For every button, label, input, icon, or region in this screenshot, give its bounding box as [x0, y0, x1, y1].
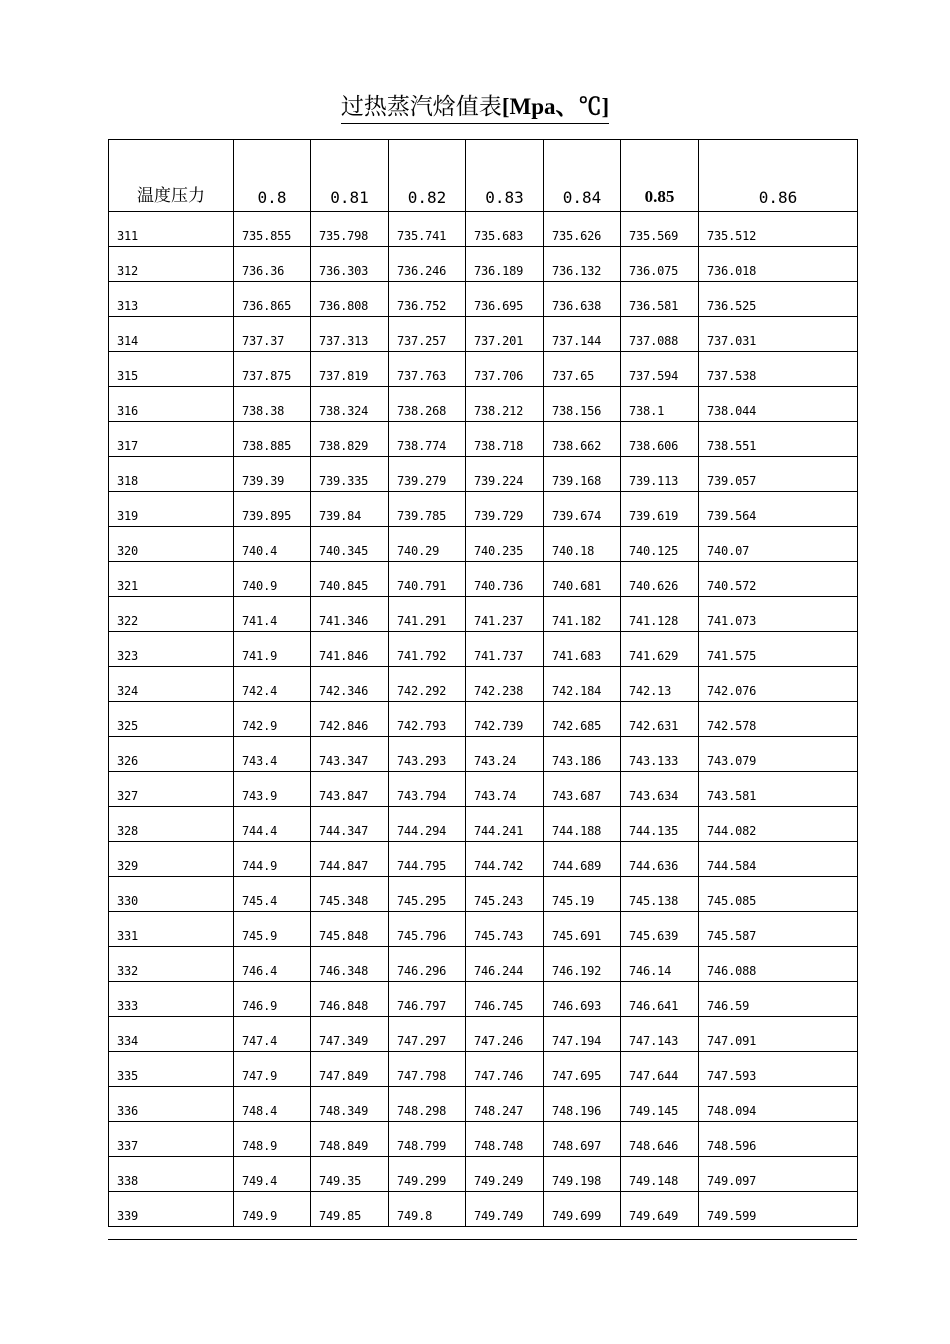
- temperature-cell: 324: [109, 667, 234, 702]
- enthalpy-cell: 741.237: [466, 597, 544, 632]
- enthalpy-cell: 746.848: [311, 982, 389, 1017]
- temperature-cell: 334: [109, 1017, 234, 1052]
- table-row: [109, 1017, 858, 1052]
- enthalpy-cell: 748.697: [544, 1122, 621, 1157]
- enthalpy-table: [108, 139, 858, 1227]
- enthalpy-cell: 736.695: [466, 282, 544, 317]
- enthalpy-cell: 746.296: [389, 947, 466, 982]
- enthalpy-cell: 739.39: [234, 457, 311, 492]
- enthalpy-cell: 745.848: [311, 912, 389, 947]
- enthalpy-cell: 748.849: [311, 1122, 389, 1157]
- enthalpy-cell: 748.247: [466, 1087, 544, 1122]
- enthalpy-cell: 739.895: [234, 492, 311, 527]
- enthalpy-cell: 749.299: [389, 1157, 466, 1192]
- enthalpy-cell: 745.743: [466, 912, 544, 947]
- enthalpy-cell: 748.094: [699, 1087, 858, 1122]
- enthalpy-cell: 739.335: [311, 457, 389, 492]
- enthalpy-cell: 747.695: [544, 1052, 621, 1087]
- enthalpy-cell: 744.347: [311, 807, 389, 842]
- enthalpy-cell: 737.088: [621, 317, 699, 352]
- table-row: [109, 212, 858, 247]
- enthalpy-cell: 741.737: [466, 632, 544, 667]
- enthalpy-cell: 749.249: [466, 1157, 544, 1192]
- enthalpy-cell: 736.525: [699, 282, 858, 317]
- enthalpy-cell: 748.748: [466, 1122, 544, 1157]
- enthalpy-cell: 745.9: [234, 912, 311, 947]
- enthalpy-cell: 735.798: [311, 212, 389, 247]
- pressure-header: 0.85: [621, 140, 699, 212]
- enthalpy-cell: 743.293: [389, 737, 466, 772]
- enthalpy-cell: 736.865: [234, 282, 311, 317]
- enthalpy-cell: 744.294: [389, 807, 466, 842]
- enthalpy-cell: 737.257: [389, 317, 466, 352]
- enthalpy-cell: 744.584: [699, 842, 858, 877]
- enthalpy-cell: 743.581: [699, 772, 858, 807]
- enthalpy-cell: 741.683: [544, 632, 621, 667]
- enthalpy-cell: 742.076: [699, 667, 858, 702]
- enthalpy-cell: 741.629: [621, 632, 699, 667]
- enthalpy-cell: 741.128: [621, 597, 699, 632]
- enthalpy-cell: 746.59: [699, 982, 858, 1017]
- enthalpy-cell: 743.186: [544, 737, 621, 772]
- page-title: [0, 92, 950, 124]
- enthalpy-cell: 735.741: [389, 212, 466, 247]
- temperature-cell: 332: [109, 947, 234, 982]
- enthalpy-cell: 740.626: [621, 562, 699, 597]
- enthalpy-cell: 737.65: [544, 352, 621, 387]
- temperature-cell: 312: [109, 247, 234, 282]
- enthalpy-cell: 742.9: [234, 702, 311, 737]
- enthalpy-cell: 738.774: [389, 422, 466, 457]
- enthalpy-cell: 740.07: [699, 527, 858, 562]
- enthalpy-cell: 741.792: [389, 632, 466, 667]
- table-row: [109, 422, 858, 457]
- enthalpy-cell: 743.687: [544, 772, 621, 807]
- enthalpy-cell: 749.85: [311, 1192, 389, 1227]
- temperature-cell: 330: [109, 877, 234, 912]
- table-row: [109, 982, 858, 1017]
- table-row: [109, 702, 858, 737]
- enthalpy-cell: 741.846: [311, 632, 389, 667]
- temperature-cell: 313: [109, 282, 234, 317]
- temperature-cell: 316: [109, 387, 234, 422]
- enthalpy-cell: 743.74: [466, 772, 544, 807]
- footer-divider: [108, 1239, 857, 1240]
- enthalpy-cell: 747.246: [466, 1017, 544, 1052]
- table-row: [109, 947, 858, 982]
- enthalpy-cell: 748.4: [234, 1087, 311, 1122]
- enthalpy-cell: 748.9: [234, 1122, 311, 1157]
- table-row: [109, 1087, 858, 1122]
- enthalpy-cell: 744.9: [234, 842, 311, 877]
- temperature-cell: 322: [109, 597, 234, 632]
- enthalpy-cell: 740.681: [544, 562, 621, 597]
- enthalpy-cell: 744.241: [466, 807, 544, 842]
- enthalpy-cell: 739.729: [466, 492, 544, 527]
- temperature-cell: 329: [109, 842, 234, 877]
- enthalpy-cell: 745.796: [389, 912, 466, 947]
- table-row: [109, 912, 858, 947]
- enthalpy-cell: 749.148: [621, 1157, 699, 1192]
- enthalpy-cell: 737.594: [621, 352, 699, 387]
- enthalpy-cell: 736.303: [311, 247, 389, 282]
- enthalpy-cell: 735.855: [234, 212, 311, 247]
- table-row: [109, 352, 858, 387]
- enthalpy-cell: 743.24: [466, 737, 544, 772]
- temperature-cell: 335: [109, 1052, 234, 1087]
- enthalpy-cell: 736.132: [544, 247, 621, 282]
- temperature-cell: 318: [109, 457, 234, 492]
- enthalpy-cell: 738.885: [234, 422, 311, 457]
- pressure-header: 0.82: [389, 140, 466, 212]
- table-body: [109, 212, 858, 1227]
- enthalpy-cell: 746.641: [621, 982, 699, 1017]
- enthalpy-cell: 739.168: [544, 457, 621, 492]
- enthalpy-cell: 747.349: [311, 1017, 389, 1052]
- table-row: [109, 492, 858, 527]
- enthalpy-cell: 745.691: [544, 912, 621, 947]
- enthalpy-cell: 746.14: [621, 947, 699, 982]
- enthalpy-cell: 737.031: [699, 317, 858, 352]
- table-row: [109, 597, 858, 632]
- enthalpy-cell: 749.8: [389, 1192, 466, 1227]
- enthalpy-cell: 746.745: [466, 982, 544, 1017]
- enthalpy-cell: 749.749: [466, 1192, 544, 1227]
- enthalpy-cell: 740.4: [234, 527, 311, 562]
- table-row: [109, 877, 858, 912]
- enthalpy-cell: 745.085: [699, 877, 858, 912]
- enthalpy-cell: 739.674: [544, 492, 621, 527]
- enthalpy-cell: 744.689: [544, 842, 621, 877]
- enthalpy-cell: 749.9: [234, 1192, 311, 1227]
- enthalpy-cell: 737.763: [389, 352, 466, 387]
- enthalpy-cell: 737.819: [311, 352, 389, 387]
- enthalpy-cell: 738.156: [544, 387, 621, 422]
- enthalpy-cell: 735.512: [699, 212, 858, 247]
- temperature-cell: 337: [109, 1122, 234, 1157]
- table-row: [109, 667, 858, 702]
- enthalpy-cell: 736.189: [466, 247, 544, 282]
- pressure-header: 0.83: [466, 140, 544, 212]
- enthalpy-cell: 746.693: [544, 982, 621, 1017]
- enthalpy-cell: 741.346: [311, 597, 389, 632]
- title-units: [Mpa、℃]: [501, 94, 610, 119]
- enthalpy-cell: 742.793: [389, 702, 466, 737]
- title-main: 过热蒸汽焓值表: [340, 94, 502, 120]
- enthalpy-cell: 737.538: [699, 352, 858, 387]
- enthalpy-cell: 739.057: [699, 457, 858, 492]
- enthalpy-cell: 743.4: [234, 737, 311, 772]
- enthalpy-cell: 743.079: [699, 737, 858, 772]
- pressure-header: 0.81: [311, 140, 389, 212]
- enthalpy-cell: 742.846: [311, 702, 389, 737]
- enthalpy-cell: 736.018: [699, 247, 858, 282]
- enthalpy-cell: 747.9: [234, 1052, 311, 1087]
- enthalpy-cell: 745.4: [234, 877, 311, 912]
- temperature-cell: 319: [109, 492, 234, 527]
- table-row: [109, 387, 858, 422]
- enthalpy-cell: 748.596: [699, 1122, 858, 1157]
- enthalpy-cell: 746.348: [311, 947, 389, 982]
- enthalpy-cell: 742.4: [234, 667, 311, 702]
- enthalpy-cell: 735.569: [621, 212, 699, 247]
- temperature-cell: 320: [109, 527, 234, 562]
- table-row: [109, 527, 858, 562]
- enthalpy-cell: 744.742: [466, 842, 544, 877]
- enthalpy-cell: 738.718: [466, 422, 544, 457]
- enthalpy-cell: 749.599: [699, 1192, 858, 1227]
- enthalpy-cell: 736.638: [544, 282, 621, 317]
- enthalpy-cell: 736.808: [311, 282, 389, 317]
- enthalpy-cell: 745.587: [699, 912, 858, 947]
- enthalpy-cell: 742.13: [621, 667, 699, 702]
- enthalpy-cell: 738.829: [311, 422, 389, 457]
- enthalpy-cell: 741.9: [234, 632, 311, 667]
- pressure-header: 0.86: [699, 140, 858, 212]
- table-row: [109, 737, 858, 772]
- temperature-cell: 331: [109, 912, 234, 947]
- temperature-cell: 328: [109, 807, 234, 842]
- enthalpy-cell: 746.088: [699, 947, 858, 982]
- enthalpy-cell: 747.194: [544, 1017, 621, 1052]
- enthalpy-cell: 735.683: [466, 212, 544, 247]
- enthalpy-cell: 748.298: [389, 1087, 466, 1122]
- enthalpy-cell: 737.875: [234, 352, 311, 387]
- table-row: [109, 1157, 858, 1192]
- enthalpy-cell: 735.626: [544, 212, 621, 247]
- enthalpy-cell: 740.9: [234, 562, 311, 597]
- enthalpy-cell: 737.144: [544, 317, 621, 352]
- enthalpy-cell: 748.196: [544, 1087, 621, 1122]
- table-row: [109, 1052, 858, 1087]
- table-row: [109, 317, 858, 352]
- enthalpy-cell: 738.38: [234, 387, 311, 422]
- table-row: [109, 247, 858, 282]
- enthalpy-cell: 747.593: [699, 1052, 858, 1087]
- enthalpy-cell: 736.246: [389, 247, 466, 282]
- enthalpy-cell: 747.4: [234, 1017, 311, 1052]
- enthalpy-cell: 748.646: [621, 1122, 699, 1157]
- enthalpy-cell: 749.198: [544, 1157, 621, 1192]
- enthalpy-cell: 746.4: [234, 947, 311, 982]
- enthalpy-cell: 745.243: [466, 877, 544, 912]
- temperature-cell: 317: [109, 422, 234, 457]
- enthalpy-cell: 740.736: [466, 562, 544, 597]
- enthalpy-cell: 743.9: [234, 772, 311, 807]
- temperature-cell: 338: [109, 1157, 234, 1192]
- enthalpy-cell: 738.212: [466, 387, 544, 422]
- enthalpy-cell: 744.636: [621, 842, 699, 877]
- enthalpy-cell: 739.564: [699, 492, 858, 527]
- enthalpy-cell: 736.752: [389, 282, 466, 317]
- enthalpy-cell: 747.644: [621, 1052, 699, 1087]
- table-row: [109, 807, 858, 842]
- enthalpy-cell: 738.606: [621, 422, 699, 457]
- enthalpy-cell: 742.184: [544, 667, 621, 702]
- enthalpy-cell: 741.4: [234, 597, 311, 632]
- enthalpy-cell: 742.292: [389, 667, 466, 702]
- enthalpy-cell: 749.649: [621, 1192, 699, 1227]
- enthalpy-cell: 741.073: [699, 597, 858, 632]
- enthalpy-cell: 742.685: [544, 702, 621, 737]
- temperature-cell: 327: [109, 772, 234, 807]
- enthalpy-cell: 748.349: [311, 1087, 389, 1122]
- enthalpy-cell: 738.551: [699, 422, 858, 457]
- enthalpy-cell: 744.082: [699, 807, 858, 842]
- enthalpy-cell: 744.847: [311, 842, 389, 877]
- enthalpy-cell: 743.347: [311, 737, 389, 772]
- corner-label: 温度压力: [109, 140, 234, 212]
- enthalpy-cell: 736.581: [621, 282, 699, 317]
- enthalpy-cell: 742.631: [621, 702, 699, 737]
- enthalpy-cell: 738.1: [621, 387, 699, 422]
- enthalpy-cell: 747.297: [389, 1017, 466, 1052]
- enthalpy-cell: 738.662: [544, 422, 621, 457]
- enthalpy-cell: 738.044: [699, 387, 858, 422]
- enthalpy-cell: 737.201: [466, 317, 544, 352]
- enthalpy-cell: 741.182: [544, 597, 621, 632]
- temperature-cell: 336: [109, 1087, 234, 1122]
- temperature-cell: 315: [109, 352, 234, 387]
- enthalpy-cell: 749.35: [311, 1157, 389, 1192]
- enthalpy-cell: 745.19: [544, 877, 621, 912]
- temperature-cell: 333: [109, 982, 234, 1017]
- enthalpy-cell: 736.075: [621, 247, 699, 282]
- header-row: [109, 140, 858, 212]
- enthalpy-cell: 741.575: [699, 632, 858, 667]
- enthalpy-cell: 740.235: [466, 527, 544, 562]
- table-row: [109, 842, 858, 877]
- enthalpy-cell: 747.091: [699, 1017, 858, 1052]
- temperature-cell: 326: [109, 737, 234, 772]
- enthalpy-cell: 743.794: [389, 772, 466, 807]
- enthalpy-cell: 747.143: [621, 1017, 699, 1052]
- pressure-header: 0.8: [234, 140, 311, 212]
- enthalpy-cell: 745.348: [311, 877, 389, 912]
- enthalpy-cell: 739.785: [389, 492, 466, 527]
- enthalpy-cell: 740.791: [389, 562, 466, 597]
- enthalpy-cell: 742.739: [466, 702, 544, 737]
- table-row: [109, 457, 858, 492]
- enthalpy-cell: 746.192: [544, 947, 621, 982]
- enthalpy-cell: 740.125: [621, 527, 699, 562]
- enthalpy-cell: 746.797: [389, 982, 466, 1017]
- table-row: [109, 632, 858, 667]
- enthalpy-cell: 743.634: [621, 772, 699, 807]
- enthalpy-cell: 749.4: [234, 1157, 311, 1192]
- enthalpy-cell: 742.346: [311, 667, 389, 702]
- enthalpy-cell: 741.291: [389, 597, 466, 632]
- enthalpy-cell: 739.84: [311, 492, 389, 527]
- temperature-cell: 314: [109, 317, 234, 352]
- enthalpy-cell: 738.324: [311, 387, 389, 422]
- enthalpy-cell: 749.097: [699, 1157, 858, 1192]
- enthalpy-cell: 739.113: [621, 457, 699, 492]
- table-row: [109, 1122, 858, 1157]
- enthalpy-cell: 749.699: [544, 1192, 621, 1227]
- enthalpy-cell: 740.572: [699, 562, 858, 597]
- enthalpy-cell: 739.224: [466, 457, 544, 492]
- table-row: [109, 772, 858, 807]
- enthalpy-cell: 745.138: [621, 877, 699, 912]
- enthalpy-cell: 736.36: [234, 247, 311, 282]
- table-row: [109, 282, 858, 317]
- temperature-cell: 321: [109, 562, 234, 597]
- enthalpy-cell: 738.268: [389, 387, 466, 422]
- enthalpy-cell: 742.578: [699, 702, 858, 737]
- enthalpy-cell: 747.746: [466, 1052, 544, 1087]
- enthalpy-cell: 747.798: [389, 1052, 466, 1087]
- enthalpy-cell: 743.133: [621, 737, 699, 772]
- enthalpy-cell: 745.295: [389, 877, 466, 912]
- enthalpy-cell: 740.845: [311, 562, 389, 597]
- enthalpy-cell: 744.4: [234, 807, 311, 842]
- enthalpy-cell: 748.799: [389, 1122, 466, 1157]
- enthalpy-cell: 739.279: [389, 457, 466, 492]
- enthalpy-cell: 740.29: [389, 527, 466, 562]
- enthalpy-cell: 739.619: [621, 492, 699, 527]
- enthalpy-cell: 744.795: [389, 842, 466, 877]
- temperature-cell: 311: [109, 212, 234, 247]
- enthalpy-cell: 740.18: [544, 527, 621, 562]
- temperature-cell: 323: [109, 632, 234, 667]
- table-row: [109, 1192, 858, 1227]
- temperature-cell: 339: [109, 1192, 234, 1227]
- enthalpy-cell: 744.135: [621, 807, 699, 842]
- enthalpy-cell: 747.849: [311, 1052, 389, 1087]
- pressure-header: 0.84: [544, 140, 621, 212]
- enthalpy-cell: 746.244: [466, 947, 544, 982]
- enthalpy-cell: 749.145: [621, 1087, 699, 1122]
- enthalpy-cell: 742.238: [466, 667, 544, 702]
- table-row: [109, 562, 858, 597]
- enthalpy-cell: 737.706: [466, 352, 544, 387]
- temperature-cell: 325: [109, 702, 234, 737]
- enthalpy-cell: 746.9: [234, 982, 311, 1017]
- enthalpy-cell: 737.313: [311, 317, 389, 352]
- enthalpy-cell: 745.639: [621, 912, 699, 947]
- enthalpy-cell: 743.847: [311, 772, 389, 807]
- enthalpy-cell: 737.37: [234, 317, 311, 352]
- enthalpy-cell: 744.188: [544, 807, 621, 842]
- enthalpy-cell: 740.345: [311, 527, 389, 562]
